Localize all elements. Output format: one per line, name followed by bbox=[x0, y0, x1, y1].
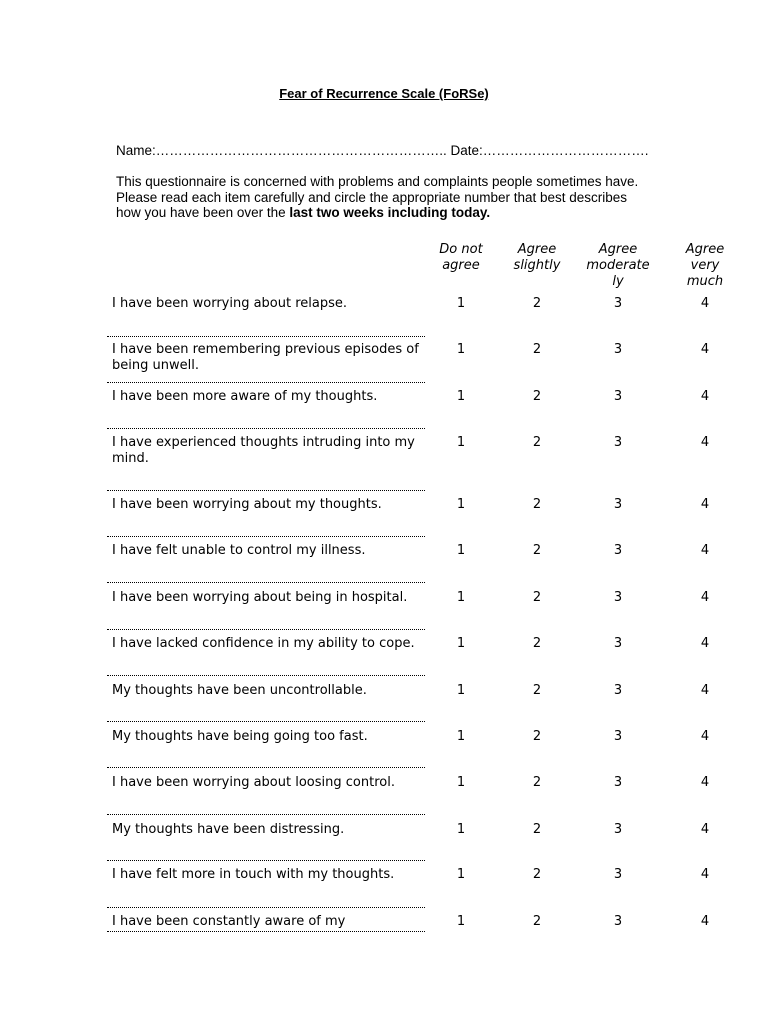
response-option-4[interactable]: 4 bbox=[700, 775, 710, 790]
item-divider bbox=[107, 860, 425, 861]
response-option-1[interactable]: 1 bbox=[456, 435, 466, 450]
response-option-1[interactable]: 1 bbox=[456, 729, 466, 744]
response-option-2[interactable]: 2 bbox=[532, 914, 542, 929]
response-option-1[interactable]: 1 bbox=[456, 543, 466, 558]
response-option-2[interactable]: 2 bbox=[532, 590, 542, 605]
response-option-3[interactable]: 3 bbox=[613, 636, 623, 651]
response-option-1[interactable]: 1 bbox=[456, 497, 466, 512]
response-option-4[interactable]: 4 bbox=[700, 435, 710, 450]
response-option-4[interactable]: 4 bbox=[700, 867, 710, 882]
response-option-2[interactable]: 2 bbox=[532, 543, 542, 558]
item-text: I have felt unable to control my illness. bbox=[112, 543, 366, 558]
response-option-1[interactable]: 1 bbox=[456, 775, 466, 790]
response-option-2[interactable]: 2 bbox=[532, 435, 542, 450]
response-option-2[interactable]: 2 bbox=[532, 296, 542, 311]
instructions bbox=[116, 174, 646, 221]
instructions-text: This questionnaire is concerned with problems and complaints people sometimes have. Please read each item carefully and circle the appropriate number that best describes how you have been over the bbox=[116, 174, 639, 220]
response-option-2[interactable]: 2 bbox=[532, 342, 542, 357]
response-option-1[interactable]: 1 bbox=[456, 867, 466, 882]
item-text: I have felt more in touch with my thoughts. bbox=[112, 867, 395, 882]
item-divider bbox=[107, 536, 425, 537]
item-divider bbox=[107, 931, 425, 932]
response-option-4[interactable]: 4 bbox=[700, 342, 710, 357]
response-option-1[interactable]: 1 bbox=[456, 822, 466, 837]
response-option-2[interactable]: 2 bbox=[532, 867, 542, 882]
response-option-3[interactable]: 3 bbox=[613, 775, 623, 790]
column-header-4: Agree very much bbox=[685, 242, 725, 289]
item-text: I have been more aware of my thoughts. bbox=[112, 389, 378, 404]
response-option-4[interactable]: 4 bbox=[700, 729, 710, 744]
item-divider bbox=[107, 629, 425, 630]
item-text: I have been worrying about my thoughts. bbox=[112, 497, 382, 512]
item-text: I have been worrying about loosing control. bbox=[112, 775, 395, 790]
response-option-1[interactable]: 1 bbox=[456, 389, 466, 404]
item-text: I have been remembering previous episodes of being unwell. bbox=[112, 342, 419, 373]
item-divider bbox=[107, 490, 425, 491]
item-divider bbox=[107, 721, 425, 722]
response-option-4[interactable]: 4 bbox=[700, 389, 710, 404]
column-header-2: Agree slightly bbox=[513, 242, 561, 273]
response-option-1[interactable]: 1 bbox=[456, 590, 466, 605]
response-option-3[interactable]: 3 bbox=[613, 389, 623, 404]
response-option-2[interactable]: 2 bbox=[532, 389, 542, 404]
item-text: My thoughts have been uncontrollable. bbox=[112, 683, 367, 698]
response-option-4[interactable]: 4 bbox=[700, 636, 710, 651]
column-header-3: Agree moderate ly bbox=[586, 242, 650, 289]
response-option-1[interactable]: 1 bbox=[456, 342, 466, 357]
item-text: My thoughts have been distressing. bbox=[112, 822, 345, 837]
response-option-4[interactable]: 4 bbox=[700, 822, 710, 837]
item-divider bbox=[107, 814, 425, 815]
response-option-4[interactable]: 4 bbox=[700, 590, 710, 605]
response-option-4[interactable]: 4 bbox=[700, 543, 710, 558]
instructions-emphasis: last two weeks including today. bbox=[289, 205, 491, 220]
response-option-3[interactable]: 3 bbox=[613, 497, 623, 512]
response-option-3[interactable]: 3 bbox=[613, 729, 623, 744]
item-text: My thoughts have being going too fast. bbox=[112, 729, 368, 744]
item-divider bbox=[107, 428, 425, 429]
item-divider bbox=[107, 382, 425, 383]
response-option-3[interactable]: 3 bbox=[613, 822, 623, 837]
response-option-3[interactable]: 3 bbox=[613, 342, 623, 357]
response-option-1[interactable]: 1 bbox=[456, 636, 466, 651]
response-option-1[interactable]: 1 bbox=[456, 296, 466, 311]
response-option-3[interactable]: 3 bbox=[613, 296, 623, 311]
item-text: I have been constantly aware of my bbox=[112, 914, 346, 929]
response-option-2[interactable]: 2 bbox=[532, 822, 542, 837]
item-divider bbox=[107, 675, 425, 676]
item-divider bbox=[107, 336, 425, 337]
response-option-1[interactable]: 1 bbox=[456, 914, 466, 929]
item-text: I have been worrying about being in hospital. bbox=[112, 590, 408, 605]
response-option-4[interactable]: 4 bbox=[700, 683, 710, 698]
item-divider bbox=[107, 907, 425, 908]
response-option-3[interactable]: 3 bbox=[613, 543, 623, 558]
item-divider bbox=[107, 582, 425, 583]
response-option-3[interactable]: 3 bbox=[613, 867, 623, 882]
response-option-3[interactable]: 3 bbox=[613, 914, 623, 929]
response-option-4[interactable]: 4 bbox=[700, 497, 710, 512]
name-date-line: Name:……………………………………………………….. Date:………………………………. bbox=[116, 143, 649, 158]
response-option-4[interactable]: 4 bbox=[700, 296, 710, 311]
response-option-2[interactable]: 2 bbox=[532, 683, 542, 698]
response-option-2[interactable]: 2 bbox=[532, 497, 542, 512]
page-title: Fear of Recurrence Scale (FoRSe) bbox=[279, 86, 489, 101]
response-option-1[interactable]: 1 bbox=[456, 683, 466, 698]
item-text: I have been worrying about relapse. bbox=[112, 296, 348, 311]
item-divider bbox=[107, 767, 425, 768]
column-header-1: Do not agree bbox=[439, 242, 483, 273]
response-option-2[interactable]: 2 bbox=[532, 775, 542, 790]
response-option-3[interactable]: 3 bbox=[613, 590, 623, 605]
response-option-3[interactable]: 3 bbox=[613, 683, 623, 698]
item-text: I have lacked confidence in my ability to cope. bbox=[112, 636, 415, 651]
response-option-3[interactable]: 3 bbox=[613, 435, 623, 450]
item-text: I have experienced thoughts intruding into my mind. bbox=[112, 435, 415, 466]
response-option-2[interactable]: 2 bbox=[532, 729, 542, 744]
response-option-2[interactable]: 2 bbox=[532, 636, 542, 651]
response-option-4[interactable]: 4 bbox=[700, 914, 710, 929]
